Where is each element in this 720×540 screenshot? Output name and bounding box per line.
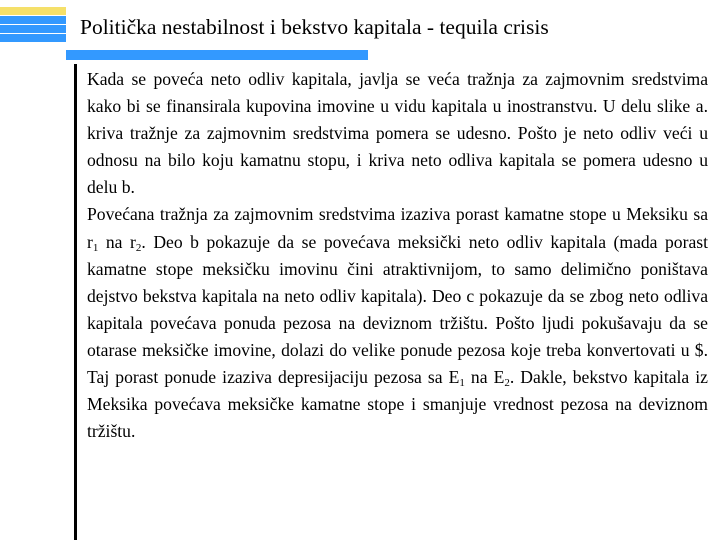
paragraph-2	[87, 201, 708, 445]
p2-text-5: . Dakle, bekstvo kapitala iz Meksika povećava meksičke kamatne stope i smanjuje vrednost pezosa na deviznom tržištu.	[87, 367, 708, 442]
decorative-stripe-yellow	[0, 7, 66, 15]
p2-text-4: na E	[464, 367, 505, 388]
p2-text-1: Povećana tražnja za zajmovnim sredstvima izaziva porast kamatne stope u Meksiku sa r	[87, 204, 708, 252]
paragraph-1: Kada se poveća neto odliv kapitala, javlja se veća tražnja za zajmovnim sredstvima kako bi se finansirala kupovina imovine u vidu kapitala u inostranstvu. U delu slike a. kriva tražnje za zajmovnim sredstvima pomera se udesno. Pošto je neto odliv veći u odnosu na bilo koju kamatnu stopu, i kriva neto odliva kapitala se pomera udesno u delu b.	[87, 69, 708, 198]
vertical-divider-line	[74, 64, 77, 540]
title-underline-bar	[66, 50, 368, 60]
decorative-stripe-blue	[0, 25, 66, 33]
slide-body	[87, 66, 708, 445]
subscript-e1: 1	[459, 377, 465, 390]
p2-text-3: . Deo b pokazuje da se povećava meksički neto odliv kapitala (mada porast kamatne stope meksičku imovinu čini atraktivnijom, to samo delimično poništava dejstvo bekstva kapitala na neto odliv kapitala). Deo c pokazuje da se zbog neto odliva kapitala povećava ponuda pezosa na deviznom tržištu. Pošto ljudi pokušavaju da se otarase meksičke imovine, dolazi do velike ponude pezosa koje treba konvertovati u $. Taj porast ponude izaziva depresijaciju pezosa sa E	[87, 231, 709, 388]
decorative-stripe-blue	[0, 34, 66, 42]
subscript-e2: 2	[504, 377, 510, 390]
subscript-r2: 2	[135, 241, 142, 254]
decorative-stripe-blue	[0, 16, 66, 24]
slide-title: Politička nestabilnost i bekstvo kapitala - tequila crisis	[80, 15, 549, 39]
subscript-r1: 1	[92, 241, 99, 254]
p2-text-2: na r	[98, 231, 136, 252]
